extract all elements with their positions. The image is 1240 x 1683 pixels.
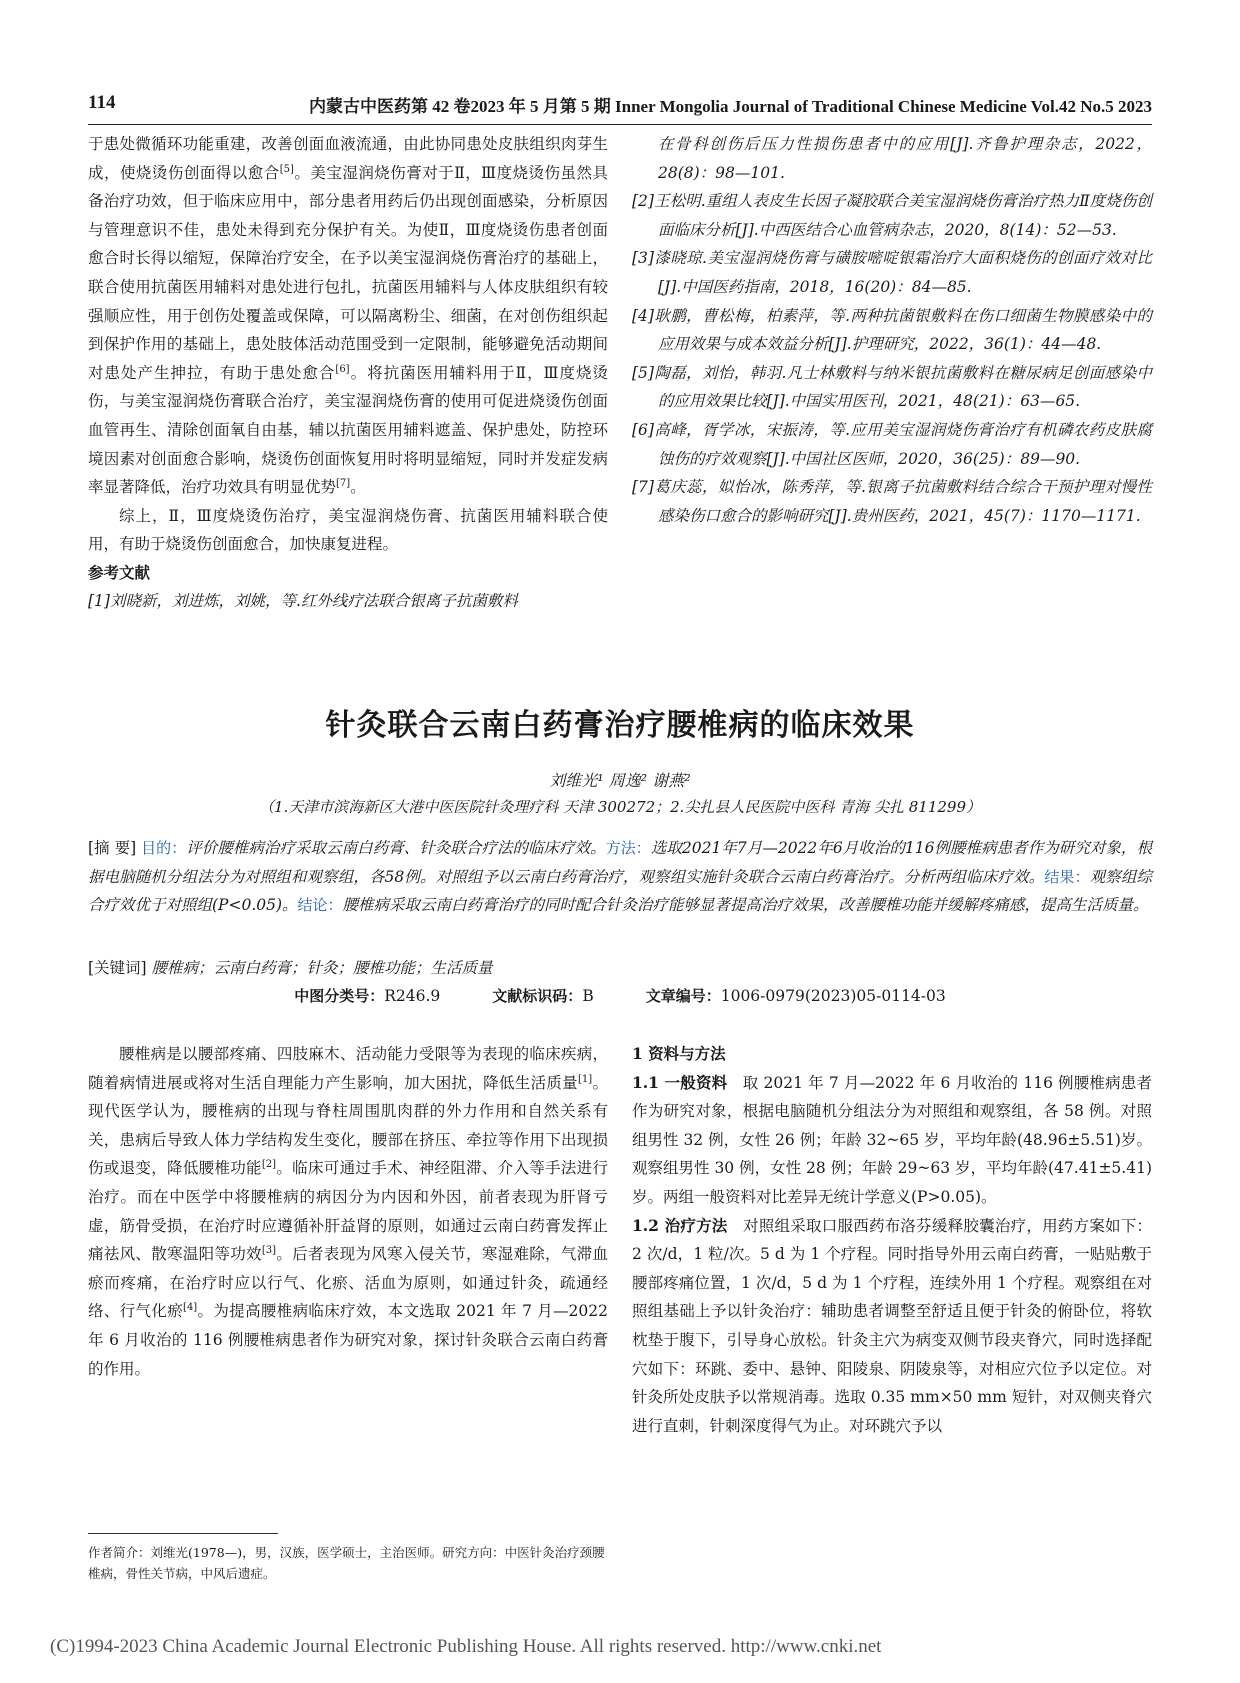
copyright-watermark: (C)1994-2023 China Academic Journal Electronic Publishing House. All rights reserved. http://www.cnki.net	[50, 1636, 882, 1657]
prev-body-paragraph: 于患处微循环功能重建，改善创面血液流通，由此协同患处皮肤组织肉芽生成，使烧烫伤创面得以愈合[5]。美宝湿润烧伤膏对于Ⅱ，Ⅲ度烧烫伤虽然具备治疗功效，但于临床应用中，部分患者用药后仍出现创面感染，分析原因与管理意识不佳，患处未得到充分保护有关。为使Ⅱ，Ⅲ度烧烫伤患者创面愈合时长得以缩短，保障治疗安全，在予以美宝湿润烧伤膏治疗的基础上，联合使用抗菌医用辅料对患处进行包扎，抗菌医用辅料与人体皮肤组织有较强顺应性，用于创伤处覆盖或保障，可以隔离粉尘、细菌，在对创伤组织起到保护作用的基础上，患处肢体活动范围受到一定限制，能够避免活动期间对患处产生抻拉，有助于患处愈合[6]。将抗菌医用辅料用于Ⅱ，Ⅲ度烧烫伤，与美宝湿润烧伤膏联合治疗，美宝湿润烧伤膏的使用可促进烧烫伤创面血管再生、清除创面氧自由基，辅以抗菌医用辅料遮盖、保护患处，防控环境因素对创面愈合影响，烧烫伤创面恢复用时将明显缩短，同时并发症发病率显著降低，治疗功效具有明显优势[7]。	[88, 135, 608, 497]
conclusion-label: 结论：	[297, 896, 343, 915]
conclusion-text: 腰椎病采取云南白药膏治疗的同时配合针灸治疗能够显著提高治疗效果，改善腰椎功能并缓解疼痛感，提高生活质量。	[342, 896, 1149, 915]
result-text: 观察组综合疗效优于对照组(P<0.05)。	[88, 867, 1152, 915]
page-number: 114	[88, 92, 116, 113]
keywords	[88, 954, 1152, 982]
reference-item: [5]陶磊，刘怡，韩羽.凡士林敷料与纳米银抗菌敷料在糖尿病足创面感染中的应用效果比较[J].中国实用医刊，2021，48(21)：63—65.	[632, 363, 1152, 411]
objective-text: 评价腰椎病治疗采取云南白药膏、针灸联合疗法的临床疗效。	[186, 839, 606, 857]
section-heading-methods: 1 资料与方法	[632, 1044, 726, 1063]
document-code: B	[582, 987, 594, 1005]
reference-item: [7]葛庆蕊，姒怡冰，陈秀萍，等.银离子抗菌敷料结合综合干预护理对慢性感染伤口愈合的影响研究[J].贵州医药，2021，45(7)：1170—1171.	[632, 478, 1152, 525]
clc-number: R246.9	[384, 987, 441, 1005]
reference-item: [4]耿鹏，曹松梅，柏素萍，等.两种抗菌银敷料在伤口细菌生物膜感染中的应用效果与成本效益分析[J].护理研究，2022，36(1)：44—48.	[632, 306, 1152, 354]
reference-item: [3]漆晓琼.美宝湿润烧伤膏与磺胺嘧啶银霜治疗大面积烧伤的创面疗效对比[J].中国医药指南，2018，16(20)：84—85.	[632, 249, 1152, 296]
article-right-column	[632, 1040, 1152, 1440]
abstract-label: [摘 要]	[88, 839, 137, 857]
objective-label: 目的：	[141, 839, 187, 857]
author-affiliation: （1.天津市滨海新区大港中医医院针灸理疗科 天津 300272；2.尖扎县人民医院中医科 青海 尖扎 811299）	[259, 798, 981, 816]
references-heading: 参考文献	[88, 562, 151, 582]
result-label: 结果：	[1044, 867, 1090, 886]
method-label: 方法：	[605, 839, 651, 857]
method-text: 选取2021年7月—2022年6月收治的116例腰椎病患者作为研究对象，根据电脑随机分组法分为对照组和观察组，各58例。对照组予以云南白药膏治疗，观察组实施针灸联合云南白药膏治疗。分析两组临床疗效。	[88, 839, 1152, 886]
article-authors: 刘维光¹ 周逸² 谢燕²	[549, 771, 691, 790]
reference-item: [1]刘晓新，刘进炼，刘姚，等.红外线疗法联合银离子抗菌敷料	[88, 591, 518, 610]
prev-article-left-column	[88, 130, 608, 616]
author-footnote: 作者简介：刘维光(1978—)，男，汉族，医学硕士，主治医师。研究方向：中医针灸治疗颈腰椎病，骨性关节病，中风后遗症。	[88, 1545, 605, 1581]
keywords-label: [关键词]	[88, 959, 147, 977]
abstract	[88, 834, 1152, 920]
intro-paragraph: 腰椎病是以腰部疼痛、四肢麻木、活动能力受限等为表现的临床疾病，随着病情进展或将对生活自理能力产生影响，加大困扰，降低生活质量[1]。现代医学认为，腰椎病的出现与脊柱周围肌肉群的外力作用和自然关系有关，患病后导致人体力学结构发生变化，腰部在挤压、牵拉等作用下出现损伤或退变，降低腰椎功能[2]。临床可通过手术、神经阻滞、介入等手法进行治疗。而在中医学中将腰椎病的病因分为内因和外因，前者表现为肝肾亏虚，筋骨受损，在治疗时应遵循补肝益肾的原则，如通过云南白药膏发挥止痛祛风、散寒温阳等功效[3]。后者表现为风寒入侵关节，寒湿难除，气滞血瘀而疼痛，在治疗时应以行气、化瘀、活血为原则，如通过针灸，疏通经络、行气化瘀[4]。为提高腰椎病临床疗效，本文选取 2021 年 7 月—2022 年 6 月收治的 116 例腰椎病患者作为研究对象，探讨针灸联合云南白药膏的作用。	[88, 1045, 608, 1378]
prev-article-right-column	[632, 130, 1152, 530]
treatment-paragraph: 1.2 治疗方法 对照组采取口服西药布洛芬缓释胶囊治疗，用药方案如下：2 次/d，1 粒/次。5 d 为 1 个疗程。同时指导外用云南白药膏，一贴贴敷于腰部疼痛位置，1 次/d，5 d 为 1 个疗程，连续外用 1 个疗程。观察组在对照组基础上予以针灸治疗：辅助患者调整至舒适且便于针灸的俯卧位，将软枕垫于腹下，引导身心放松。针灸主穴为病变双侧节段夹脊穴，同时选择配穴如下：环跳、委中、悬钟、阳陵泉、阴陵泉等，对相应穴位予以定位。对针灸所处皮肤予以常规消毒。选取 0.35 mm×50 mm 短针，对双侧夹脊穴进行直刺，针刺深度得气为止。对环跳穴予以	[632, 1215, 1152, 1435]
classification-line: 中图分类号：R246.9 文献标识码：B 文章编号：1006-0979(2023)05-0114-03	[294, 987, 946, 1005]
running-header	[88, 92, 1152, 125]
general-data-paragraph: 1.1 一般资料 取 2021 年 7 月—2022 年 6 月收治的 116 例腰椎病患者作为研究对象，根据电脑随机分组法分为对照组和观察组，各 58 例。对照组男性 32 例，女性 26 例；年龄 32~65 岁，平均年龄(48.96±5.51)岁。观察组男性 30 例，女性 28 例；年龄 29~63 岁，平均年龄(47.41±5.41)岁。两组一般资料对比差异无统计学意义(P>0.05)。	[632, 1072, 1153, 1206]
article-left-column	[88, 1040, 608, 1383]
article-title: 针灸联合云南白药膏治疗腰椎病的临床效果	[325, 708, 915, 743]
article-id: 1006-0979(2023)05-0114-03	[720, 987, 946, 1005]
reference-item: [2]王松明.重组人表皮生长因子凝胶联合美宝湿润烧伤膏治疗热力Ⅱ度烧伤创面临床分析[J].中西医结合心血管病杂志，2020，8(14)：52—53.	[632, 192, 1152, 239]
prev-conclusion-paragraph: 综上，Ⅱ，Ⅲ度烧烫伤治疗，美宝湿润烧伤膏、抗菌医用辅料联合使用，有助于烧烫伤创面愈合，加快康复进程。	[88, 506, 608, 554]
journal-citation: 内蒙古中医药第 42 卷2023 年 5 月第 5 期 Inner Mongolia Journal of Traditional Chinese Medicine Vol.42 No.5 2023	[309, 97, 1152, 116]
reference-item: 在骨科创伤后压力性损伤患者中的应用[J].齐鲁护理杂志，2022，28(8)：98—101.	[658, 135, 1152, 182]
footnote-divider	[88, 1533, 278, 1534]
keywords-text: 腰椎病；云南白药膏；针灸；腰椎功能；生活质量	[151, 959, 493, 977]
reference-item: [6]高峰，胥学冰，宋振涛，等.应用美宝湿润烧伤膏治疗有机磷农药皮肤腐蚀伤的疗效观察[J].中国社区医师，2020，36(25)：89—90.	[632, 420, 1152, 468]
